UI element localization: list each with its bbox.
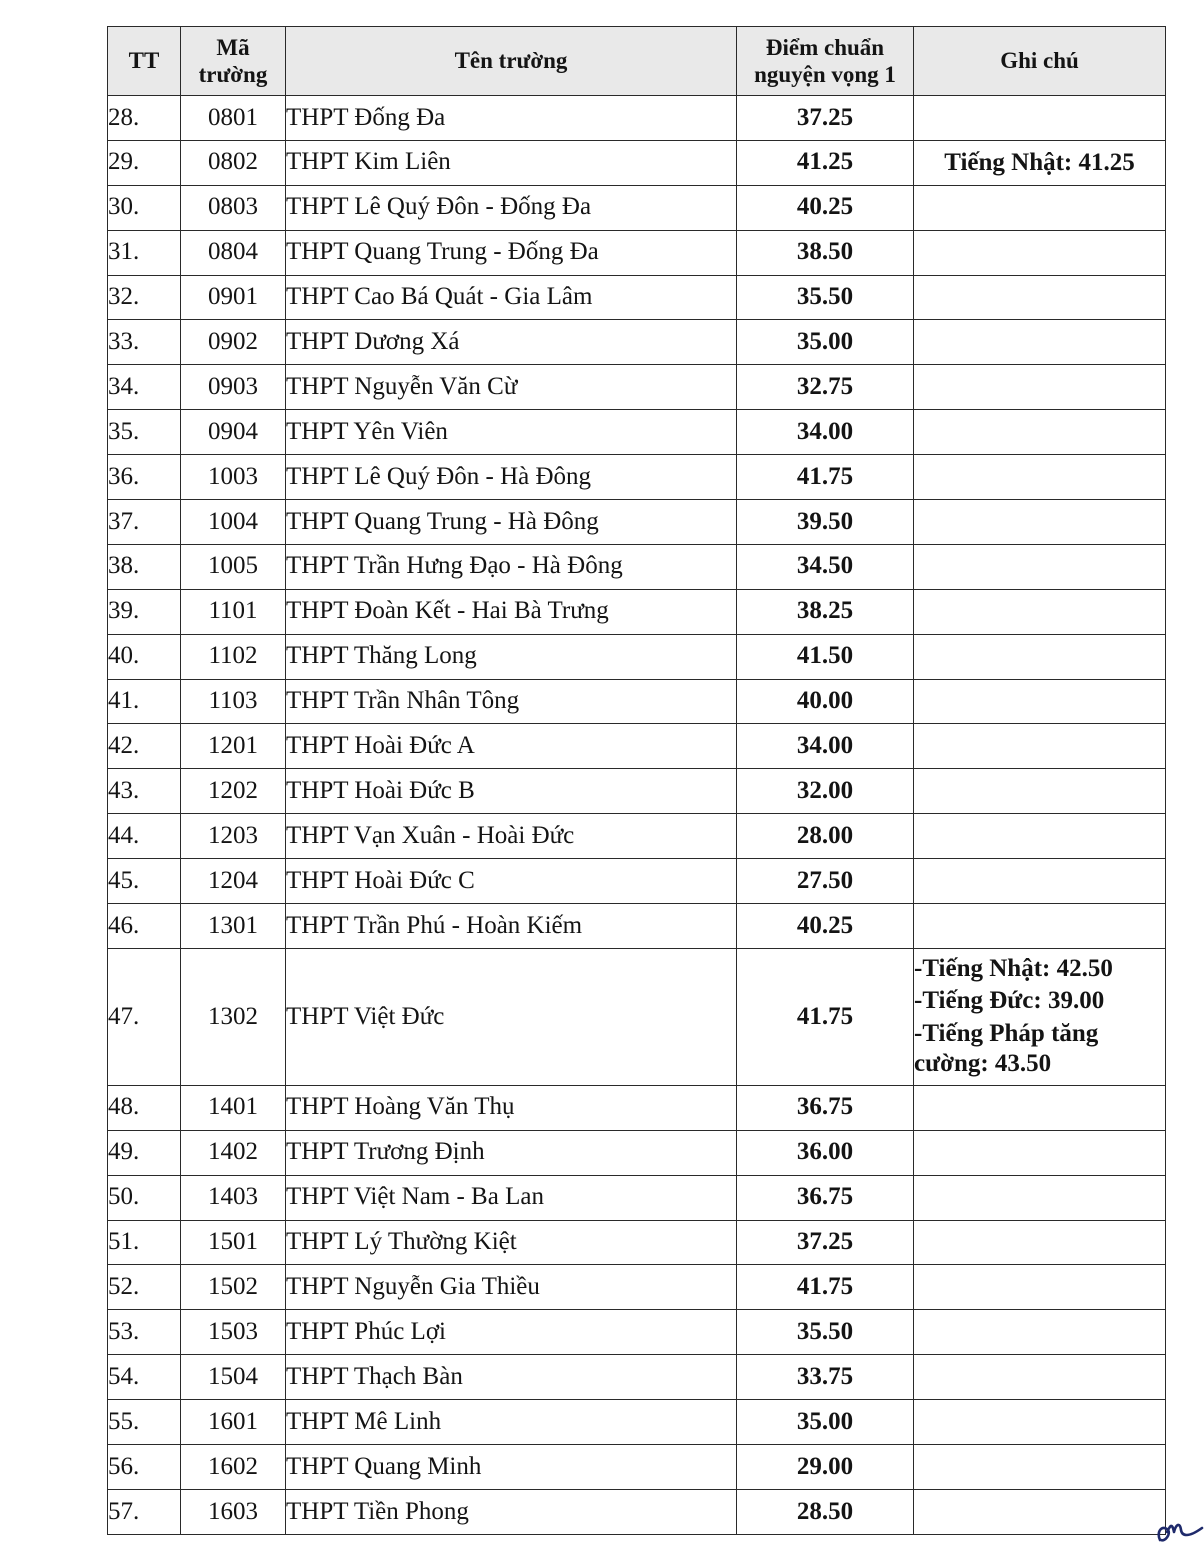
row-cutoff-score: 35.00 [737,1400,914,1445]
row-note [914,96,1166,141]
row-cutoff-score: 36.00 [737,1130,914,1175]
row-school-name: THPT Hoài Đức B [286,769,737,814]
row-tt: 56. [108,1445,181,1490]
table-body [108,96,1166,1535]
header-cutoff-score-line1: Điểm chuẩn [765,34,885,60]
header-school-code-line1: Mã [216,34,250,60]
header-cutoff-score [737,27,914,96]
row-school-name: THPT Phúc Lợi [286,1310,737,1355]
header-row [108,27,1166,96]
table-row [108,679,1166,724]
table-row [108,634,1166,679]
table-row [108,500,1166,545]
row-school-code: 1103 [181,679,286,724]
row-school-code: 1401 [181,1085,286,1130]
table-row [108,455,1166,500]
row-cutoff-score: 34.00 [737,410,914,455]
row-tt: 28. [108,96,181,141]
table-row [108,589,1166,634]
row-school-name: THPT Trần Hưng Đạo - Hà Đông [286,544,737,589]
row-tt: 38. [108,544,181,589]
note-line: -Tiếng Pháp tăng cường: 43.50 [914,1019,1099,1078]
table-row [108,1400,1166,1445]
row-cutoff-score: 40.25 [737,904,914,949]
row-school-name: THPT Đoàn Kết - Hai Bà Trưng [286,589,737,634]
row-school-code: 1203 [181,814,286,859]
row-school-name: THPT Việt Đức [286,948,737,1085]
row-cutoff-score: 27.50 [737,859,914,904]
row-tt: 42. [108,724,181,769]
row-school-name: THPT Dương Xá [286,320,737,365]
table-row [108,1265,1166,1310]
table-row [108,769,1166,814]
row-school-code: 0804 [181,230,286,275]
row-school-name: THPT Quang Trung - Đống Đa [286,230,737,275]
row-school-code: 1403 [181,1175,286,1220]
admission-score-table [107,26,1166,1535]
row-cutoff-score: 29.00 [737,1445,914,1490]
row-school-name: THPT Hoài Đức A [286,724,737,769]
row-school-code: 1504 [181,1355,286,1400]
row-school-name: THPT Thạch Bàn [286,1355,737,1400]
row-school-name: THPT Trần Phú - Hoàn Kiếm [286,904,737,949]
row-tt: 55. [108,1400,181,1445]
row-note [914,544,1166,589]
row-tt: 48. [108,1085,181,1130]
row-note [914,724,1166,769]
note-line: -Tiếng Đức: 39.00 [914,987,1105,1015]
row-tt: 45. [108,859,181,904]
row-school-code: 1005 [181,544,286,589]
header-tt: TT [108,27,181,96]
row-cutoff-score: 28.50 [737,1489,914,1534]
row-note [914,365,1166,410]
row-cutoff-score: 37.25 [737,96,914,141]
row-note [914,589,1166,634]
row-tt: 32. [108,275,181,320]
row-school-name: THPT Việt Nam - Ba Lan [286,1175,737,1220]
row-cutoff-score: 41.50 [737,634,914,679]
table-row [108,275,1166,320]
row-tt: 52. [108,1265,181,1310]
row-school-code: 0901 [181,275,286,320]
header-school-code [181,27,286,96]
row-tt: 33. [108,320,181,365]
row-school-name: THPT Hoài Đức C [286,859,737,904]
table-row [108,185,1166,230]
row-tt: 39. [108,589,181,634]
row-tt: 41. [108,679,181,724]
row-school-code: 1202 [181,769,286,814]
row-tt: 44. [108,814,181,859]
row-note [914,410,1166,455]
row-school-name: THPT Hoàng Văn Thụ [286,1085,737,1130]
row-tt: 49. [108,1130,181,1175]
table-row [108,365,1166,410]
row-note [914,1445,1166,1490]
row-note [914,1489,1166,1534]
row-cutoff-score: 35.00 [737,320,914,365]
table-row [108,1085,1166,1130]
table-row [108,724,1166,769]
row-school-code: 0801 [181,96,286,141]
row-school-name: THPT Thăng Long [286,634,737,679]
row-school-code: 0904 [181,410,286,455]
row-note [914,904,1166,949]
table-row [108,859,1166,904]
row-school-code: 1302 [181,948,286,1085]
row-school-code: 1101 [181,589,286,634]
row-school-code: 1301 [181,904,286,949]
row-cutoff-score: 34.00 [737,724,914,769]
row-note [914,320,1166,365]
row-note [914,1085,1166,1130]
row-cutoff-score: 41.25 [737,140,914,185]
row-school-name: THPT Kim Liên [286,140,737,185]
table-row [108,230,1166,275]
row-note [914,769,1166,814]
row-note [914,634,1166,679]
row-school-name: THPT Lê Quý Đôn - Đống Đa [286,185,737,230]
row-school-code: 1204 [181,859,286,904]
row-tt: 57. [108,1489,181,1534]
row-school-name: THPT Quang Minh [286,1445,737,1490]
row-note [914,1355,1166,1400]
table-row [108,948,1166,1085]
row-school-name: THPT Đống Đa [286,96,737,141]
row-school-code: 1501 [181,1220,286,1265]
row-cutoff-score: 32.00 [737,769,914,814]
table-row [108,1220,1166,1265]
table-row [108,140,1166,185]
table-header [108,27,1166,96]
row-tt: 37. [108,500,181,545]
row-note [914,1265,1166,1310]
row-cutoff-score: 34.50 [737,544,914,589]
header-school-code-line2: trường [198,62,268,87]
table-row [108,1445,1166,1490]
row-school-code: 1502 [181,1265,286,1310]
row-school-code: 1603 [181,1489,286,1534]
handwritten-initial-icon [1150,1510,1204,1549]
row-cutoff-score: 41.75 [737,948,914,1085]
row-note [914,500,1166,545]
row-tt: 47. [108,948,181,1085]
row-cutoff-score: 40.00 [737,679,914,724]
row-cutoff-score: 37.25 [737,1220,914,1265]
row-note [914,1310,1166,1355]
row-school-name: THPT Quang Trung - Hà Đông [286,500,737,545]
row-note [914,275,1166,320]
table-row [108,1130,1166,1175]
row-note [914,1175,1166,1220]
row-note [914,814,1166,859]
table-row [108,904,1166,949]
row-school-code: 1102 [181,634,286,679]
row-cutoff-score: 32.75 [737,365,914,410]
row-cutoff-score: 36.75 [737,1175,914,1220]
table-row [108,410,1166,455]
row-cutoff-score: 38.50 [737,230,914,275]
row-tt: 51. [108,1220,181,1265]
row-note [914,679,1166,724]
table-row [108,544,1166,589]
row-school-name: THPT Trương Định [286,1130,737,1175]
row-school-code: 1503 [181,1310,286,1355]
table-row [108,1175,1166,1220]
table-row [108,96,1166,141]
row-note [914,859,1166,904]
row-tt: 29. [108,140,181,185]
row-school-name: THPT Trần Nhân Tông [286,679,737,724]
row-tt: 30. [108,185,181,230]
row-note [914,948,1166,1085]
row-school-code: 1201 [181,724,286,769]
row-cutoff-score: 39.50 [737,500,914,545]
header-cutoff-score-line2: nguyện vọng 1 [754,62,896,87]
row-tt: 53. [108,1310,181,1355]
row-cutoff-score: 41.75 [737,1265,914,1310]
table-row [108,320,1166,365]
row-school-name: THPT Nguyễn Văn Cừ [286,365,737,410]
row-school-code: 1003 [181,455,286,500]
row-note [914,455,1166,500]
row-cutoff-score: 33.75 [737,1355,914,1400]
row-tt: 43. [108,769,181,814]
row-school-code: 0902 [181,320,286,365]
row-tt: 31. [108,230,181,275]
table-row [108,1355,1166,1400]
row-cutoff-score: 35.50 [737,1310,914,1355]
row-school-name: THPT Yên Viên [286,410,737,455]
row-school-name: THPT Tiền Phong [286,1489,737,1534]
row-cutoff-score: 41.75 [737,455,914,500]
table-row [108,814,1166,859]
row-school-code: 0903 [181,365,286,410]
row-note [914,140,1166,185]
row-cutoff-score: 38.25 [737,589,914,634]
row-tt: 35. [108,410,181,455]
row-cutoff-score: 35.50 [737,275,914,320]
row-tt: 36. [108,455,181,500]
row-cutoff-score: 40.25 [737,185,914,230]
row-school-code: 1402 [181,1130,286,1175]
row-school-code: 0802 [181,140,286,185]
header-note: Ghi chú [914,27,1166,96]
note-line: -Tiếng Nhật: 42.50 [914,954,1113,982]
row-cutoff-score: 28.00 [737,814,914,859]
row-note [914,185,1166,230]
row-tt: 50. [108,1175,181,1220]
row-note [914,1220,1166,1265]
row-school-name: THPT Vạn Xuân - Hoài Đức [286,814,737,859]
table-row [108,1489,1166,1534]
row-cutoff-score: 36.75 [737,1085,914,1130]
row-school-code: 1601 [181,1400,286,1445]
row-tt: 34. [108,365,181,410]
row-school-code: 1004 [181,500,286,545]
row-school-name: THPT Cao Bá Quát - Gia Lâm [286,275,737,320]
row-school-code: 1602 [181,1445,286,1490]
row-note [914,1130,1166,1175]
row-tt: 46. [108,904,181,949]
table-row [108,1310,1166,1355]
row-school-name: THPT Nguyễn Gia Thiều [286,1265,737,1310]
row-tt: 54. [108,1355,181,1400]
row-school-name: THPT Lý Thường Kiệt [286,1220,737,1265]
note-line: Tiếng Nhật: 41.25 [944,148,1135,176]
row-note [914,1400,1166,1445]
row-note [914,230,1166,275]
header-school-name: Tên trường [286,27,737,96]
row-school-name: THPT Mê Linh [286,1400,737,1445]
row-tt: 40. [108,634,181,679]
row-school-code: 0803 [181,185,286,230]
row-school-name: THPT Lê Quý Đôn - Hà Đông [286,455,737,500]
